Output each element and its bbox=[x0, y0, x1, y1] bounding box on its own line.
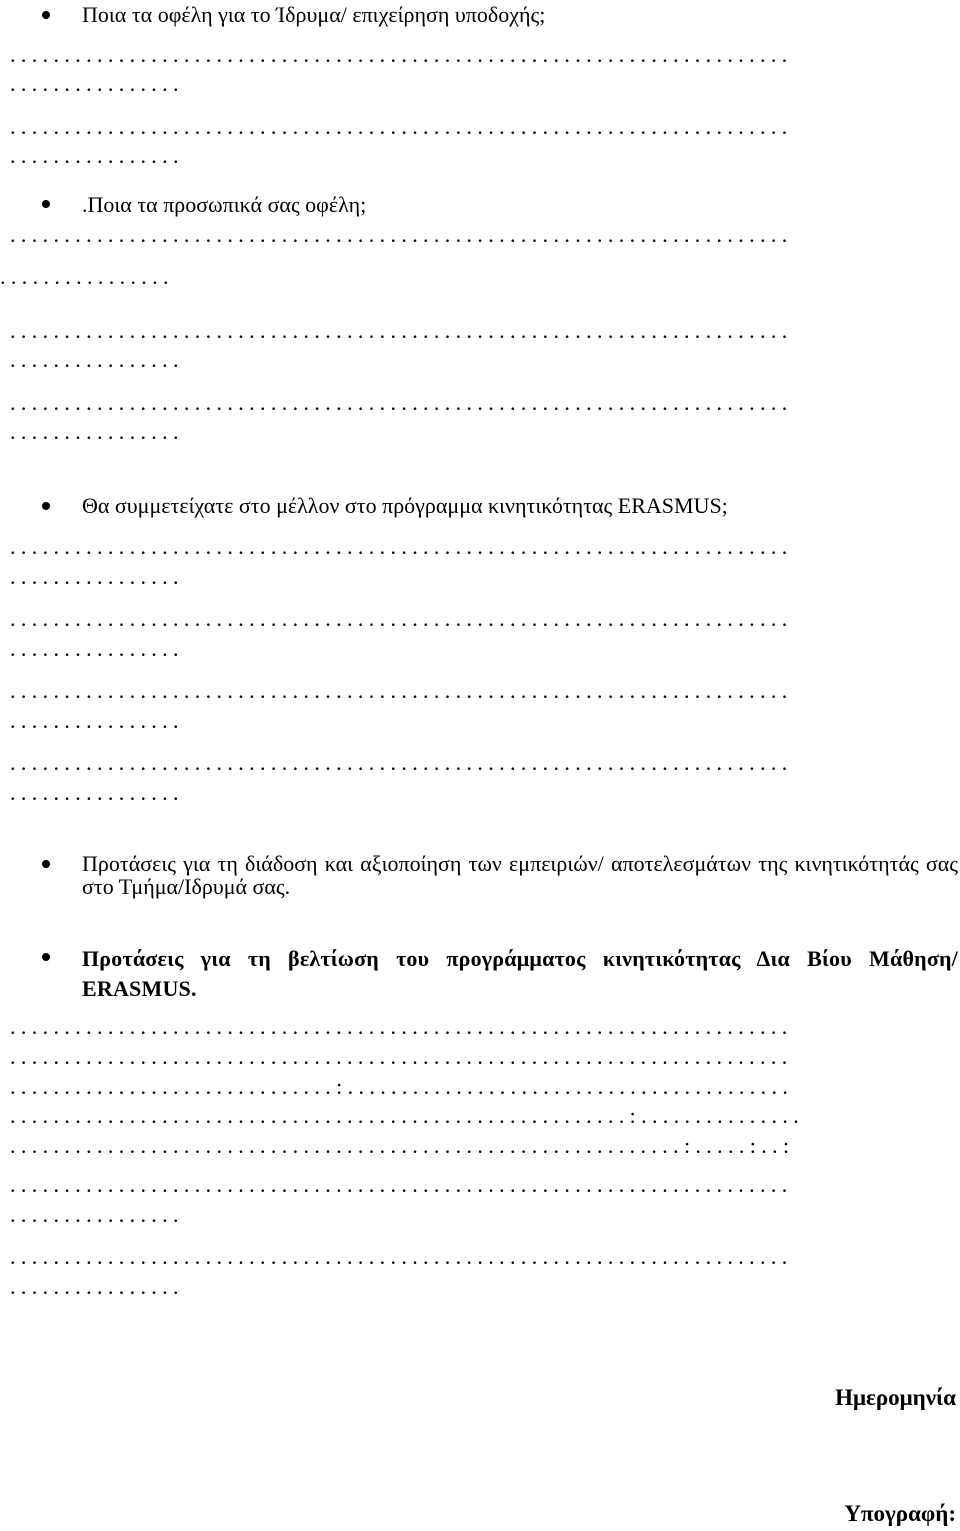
bullet bbox=[42, 200, 50, 208]
answer-dotted-line: ................ bbox=[10, 708, 184, 733]
answer-dotted-line: ........................................................................ bbox=[10, 114, 793, 139]
question-host-institution-benefits: Ποια τα οφέλη για το Ίδρυμα/ επιχείρηση υποδοχής; bbox=[82, 2, 546, 27]
answer-dotted-line: ................ bbox=[10, 143, 184, 168]
answer-dotted-line: ................ bbox=[10, 564, 184, 589]
question-improvement-proposals: Προτάσεις για τη βελτίωση του προγράμματος κινητικότητας Δια Βίου Μάθηση/ ERASMUS. bbox=[82, 946, 958, 1001]
bullet bbox=[42, 953, 50, 961]
answer-dotted-line: ................ bbox=[10, 636, 184, 661]
bullet bbox=[42, 11, 50, 19]
answer-dotted-line: ........................................................................ bbox=[10, 390, 793, 415]
answer-dotted-line: ................ bbox=[10, 780, 184, 805]
answer-dotted-line: ................ bbox=[10, 71, 184, 96]
answer-dotted-line: ..............................................................:.....:..: bbox=[10, 1133, 795, 1158]
answer-dotted-line: ........................................................................ bbox=[10, 1172, 793, 1197]
bullet bbox=[42, 860, 50, 868]
answer-dotted-line: ........................................................................ bbox=[10, 606, 793, 631]
answer-dotted-line: ........................................................................ bbox=[10, 534, 793, 559]
answer-dotted-line: ........................................................................ bbox=[10, 1244, 793, 1269]
signature-label: Υπογραφή: bbox=[844, 1501, 956, 1526]
answer-dotted-line: ................ bbox=[10, 1202, 184, 1227]
question-dissemination-proposals: Προτάσεις για τη διάδοση και αξιοποίηση των εμπειριών/ αποτελεσμάτων της κινητικότητάς σας στο Τμήμα/Ιδρυμά σας. bbox=[82, 851, 958, 899]
question-future-participation: Θα συμμετείχατε στο μέλλον στο πρόγραμμα κινητικότητας ERASMUS; bbox=[82, 493, 728, 518]
answer-dotted-line: ................ bbox=[10, 1274, 184, 1299]
answer-dotted-line: ........................................................................ bbox=[10, 750, 793, 775]
answer-dotted-line: ........................................................................ bbox=[10, 1044, 793, 1069]
answer-dotted-line: .........................................................:............... bbox=[10, 1103, 805, 1128]
answer-dotted-line: ..............................:......................................... bbox=[10, 1074, 794, 1099]
answer-dotted-line: ........................................................................ bbox=[10, 42, 793, 67]
bullet bbox=[42, 502, 50, 510]
answer-dotted-line: ................ bbox=[0, 264, 174, 289]
answer-dotted-line: ................ bbox=[10, 419, 184, 444]
answer-dotted-line: ........................................................................ bbox=[10, 1014, 793, 1039]
date-label: Ημερομηνία bbox=[835, 1385, 956, 1410]
question-personal-benefits: .Ποια τα προσωπικά σας οφέλη; bbox=[82, 192, 367, 217]
answer-dotted-line: ........................................................................ bbox=[10, 678, 793, 703]
answer-dotted-line: ........................................................................ bbox=[10, 222, 793, 247]
answer-dotted-line: ................ bbox=[10, 347, 184, 372]
answer-dotted-line: ........................................................................ bbox=[10, 318, 793, 343]
